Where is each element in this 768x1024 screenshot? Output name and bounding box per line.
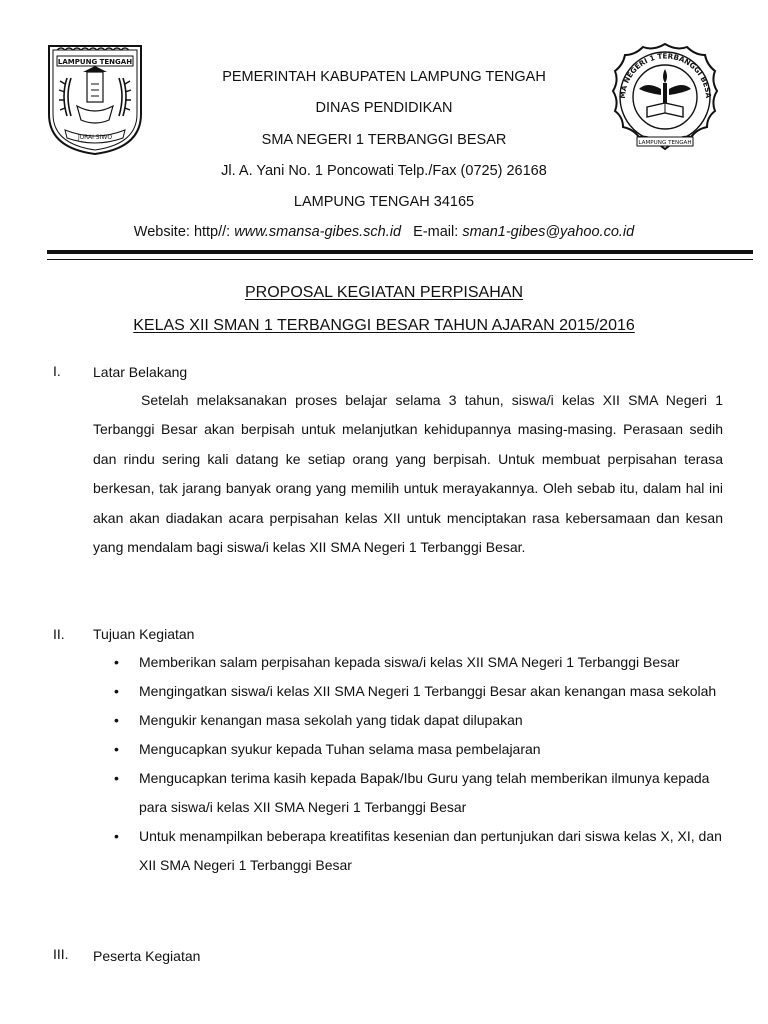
section-1-title: Latar Belakang bbox=[93, 364, 188, 380]
list-item: • Memberikan salam perpisahan kepada siswa/i kelas XII SMA Negeri 1 Terbanggi Besar bbox=[111, 648, 731, 677]
list-item: • Untuk menampilkan beberapa kreatifitas kesenian dan pertunjukan dari siswa kelas X, XI, dan XII SMA Negeri 1 Terbanggi Besar bbox=[111, 822, 731, 880]
list-item: • Mengucapkan syukur kepada Tuhan selama masa pembelajaran bbox=[111, 735, 731, 764]
letterhead-divider-thin bbox=[47, 259, 753, 260]
list-item: • Mengukir kenangan masa sekolah yang tidak dapat dilupakan bbox=[111, 706, 731, 735]
right-logo-ring-text: MA NEGERI 1 TERBANGGI BESA bbox=[617, 51, 714, 99]
left-logo-ribbon-text: JURAI SIWO bbox=[77, 134, 113, 141]
letterhead-city: LAMPUNG TENGAH 34165 bbox=[293, 194, 475, 210]
letterhead-address: Jl. A. Yani No. 1 Poncowati Telp./Fax (0725) 26168 bbox=[221, 163, 547, 179]
proposal-title: PROPOSAL KEGIATAN PERPISAHAN bbox=[245, 284, 523, 301]
email-label: E-mail: bbox=[401, 224, 463, 240]
letterhead-school-name: SMA NEGERI 1 TERBANGGI BESAR bbox=[261, 132, 507, 148]
right-logo-bottom-text: LAMPUNG TENGAH bbox=[638, 140, 692, 146]
section-3-title: Peserta Kegiatan bbox=[93, 948, 201, 964]
email-link[interactable]: sman1-gibes@yahoo.co.id bbox=[462, 224, 635, 240]
letterhead-government: PEMERINTAH KABUPATEN LAMPUNG TENGAH bbox=[222, 69, 546, 85]
section-1-number: I. bbox=[53, 363, 61, 379]
section-1-paragraph bbox=[93, 386, 723, 562]
section-2-number: II. bbox=[53, 626, 65, 642]
letterhead-divider-thick bbox=[47, 250, 753, 254]
list-item: • Mengingatkan siswa/i kelas XII SMA Negeri 1 Terbanggi Besar akan kenangan masa sekolah bbox=[111, 677, 731, 706]
section-3-number: III. bbox=[53, 946, 69, 962]
letterhead-contact bbox=[80, 224, 688, 240]
website-label: Website: http//: bbox=[133, 224, 235, 240]
section-2-title: Tujuan Kegiatan bbox=[93, 626, 195, 642]
website-link[interactable]: www.smansa-gibes.sch.id bbox=[234, 224, 402, 240]
letterhead-department: DINAS PENDIDIKAN bbox=[315, 100, 453, 116]
proposal-subtitle: KELAS XII SMAN 1 TERBANGGI BESAR TAHUN AJARAN 2015/2016 bbox=[133, 317, 635, 334]
list-item: • Mengucapkan terima kasih kepada Bapak/Ibu Guru yang telah memberikan ilmunya kepada para siswa/i kelas XII SMA Negeri 1 Terbanggi Besar bbox=[111, 764, 731, 822]
objectives-list bbox=[111, 648, 731, 880]
left-logo-banner-text: LAMPUNG TENGAH bbox=[57, 58, 133, 66]
section-1-paragraph-text: Setelah melaksanakan proses belajar selama 3 tahun, siswa/i kelas XII SMA Negeri 1 Terbanggi Besar akan berpisah untuk melanjutkan kehidupannya masing-masing. Perasaan sedih dan rindu sering kali datang ke setiap orang yang berpisah. Untuk membuat perpisahan terasa berkesan, tak jarang banyak orang yang memilih untuk merayakannya. Oleh sebab itu, dalam hal ini akan akan diadakan acara perpisahan kelas XII untuk menciptakan rasa kebersamaan dan kesan yang mendalam bagi siswa/i kelas XII SMA Negeri 1 Terbanggi Besar. bbox=[93, 392, 723, 556]
